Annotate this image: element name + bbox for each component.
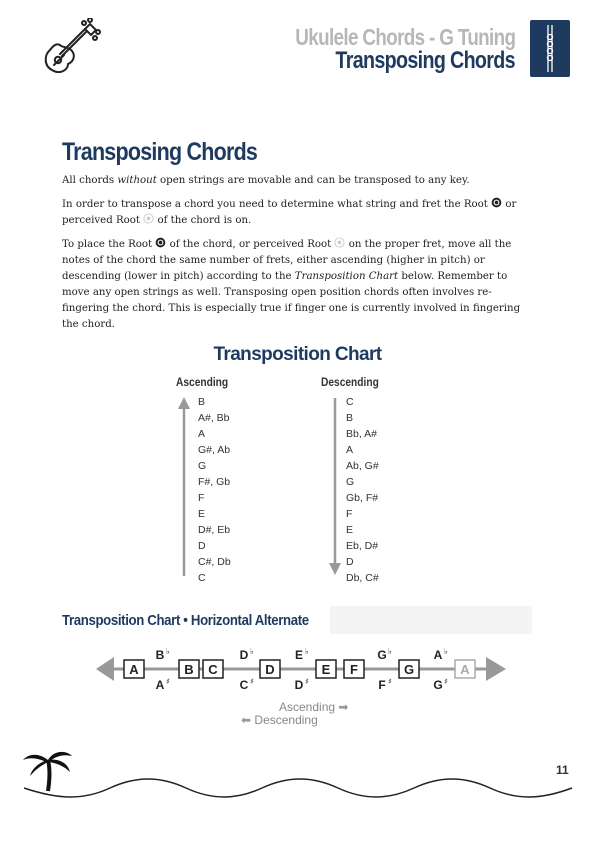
flat-symbol: ♭ — [166, 647, 170, 656]
descending-note-item: G — [346, 476, 355, 488]
p2-text-b: or — [505, 199, 517, 210]
perceived-root-icon — [334, 237, 345, 248]
p1-text-em: without — [117, 175, 157, 186]
note-label: A — [129, 662, 139, 677]
flat-note-label: G — [377, 648, 387, 662]
legend-descending — [241, 713, 318, 727]
page-number: 11 — [556, 763, 569, 777]
strings-icon — [530, 20, 570, 77]
descending-note-item: C — [346, 396, 354, 408]
section-title-background — [330, 606, 532, 634]
arrow-right-icon: ➡ — [338, 700, 349, 714]
p1-text-a: All chords — [62, 175, 118, 186]
ascending-note-item: G — [198, 460, 207, 472]
descending-note-item: Eb, D# — [346, 540, 379, 552]
p3-text-em: Transposition Chart — [294, 271, 399, 282]
perceived-root-icon — [143, 213, 154, 224]
descending-note-item: F — [346, 508, 353, 520]
p1-text-b: open strings are movable and can be transposed to any key. — [156, 175, 470, 186]
note-label: G — [403, 662, 415, 677]
ascending-note-list — [198, 394, 231, 586]
ascending-arrow-icon — [177, 396, 191, 578]
ascending-note-item: F#, Gb — [198, 476, 231, 488]
ascending-heading: Ascending — [176, 375, 229, 389]
palm-tree-icon — [20, 748, 580, 808]
chart-title: Transposition Chart — [213, 344, 382, 365]
ascending-note-item: F — [198, 492, 205, 504]
legend-ascending — [279, 700, 348, 714]
sharp-note-label: G — [433, 678, 443, 692]
header-title: Ukulele Chords - G Tuning — [294, 24, 515, 50]
ukulele-icon — [40, 18, 102, 80]
flat-symbol: ♭ — [388, 647, 392, 656]
note-label: F — [350, 662, 358, 677]
p3-text-d: below. Remember to move any open strings as well. Transposing open position chords often involves re-fingering the chord. This is especially true if finger one is currently involved in fingering the chord. — [62, 271, 521, 330]
note-label: C — [208, 662, 218, 677]
arrow-left-icon — [96, 657, 114, 681]
p2-text-c: perceived Root — [62, 215, 140, 226]
legend-descending-label: Descending — [254, 713, 318, 727]
note-label: E — [321, 662, 331, 677]
arrow-right-icon — [486, 657, 506, 681]
legend-ascending-label: Ascending — [279, 700, 336, 714]
descending-arrow-icon — [328, 398, 342, 578]
header-tab — [530, 20, 570, 77]
ascending-note-item: C#, Db — [198, 556, 231, 568]
flat-note-label: A — [433, 648, 443, 662]
sharp-note-label: D — [294, 678, 304, 692]
descending-note-item: D — [346, 556, 354, 568]
descending-note-item: A — [346, 444, 354, 456]
descending-heading: Descending — [321, 375, 379, 389]
sharp-note-label: A — [155, 678, 165, 692]
p3-text-c: on the proper fret, move all the notes of the chord the same number of frets, either ascending (higher in pitch) or descending (lower in pitch) according to the — [62, 239, 512, 282]
sharp-symbol: ♯ — [166, 677, 170, 686]
ascending-note-item: D#, Eb — [198, 524, 231, 536]
sharp-note-label: F — [378, 678, 386, 692]
sharp-symbol: ♯ — [388, 677, 392, 686]
page-title: Transposing Chords — [62, 138, 258, 166]
descending-note-item: B — [346, 412, 354, 424]
ascending-note-item: C — [198, 572, 206, 584]
descending-note-item: Gb, F# — [346, 492, 379, 504]
flat-note-label: E — [294, 648, 304, 662]
flat-symbol: ♭ — [305, 647, 309, 656]
descending-note-item: Bb, A# — [346, 428, 377, 440]
paragraph-determine — [62, 197, 532, 229]
descending-note-item: E — [346, 524, 354, 536]
note-label: A — [460, 662, 470, 677]
flat-symbol: ♭ — [250, 647, 254, 656]
descending-note-list — [346, 394, 379, 586]
note-label: D — [265, 662, 275, 677]
p3-text-a: To place the Root — [62, 239, 153, 250]
sharp-symbol: ♯ — [305, 677, 309, 686]
root-icon — [491, 197, 502, 208]
descending-note-item: Ab, G# — [346, 460, 379, 472]
header-subtitle: Transposing Chords — [335, 47, 515, 74]
paragraph-movable — [62, 173, 532, 189]
ascending-note-item: G#, Ab — [198, 444, 231, 456]
horizontal-chart-title: Transposition Chart • Horizontal Alternate — [62, 612, 309, 629]
sharp-symbol: ♯ — [444, 677, 448, 686]
flat-symbol: ♭ — [444, 647, 448, 656]
horizontal-transposition-chart — [0, 640, 595, 700]
ascending-note-item: E — [198, 508, 206, 520]
p2-text-d: of the chord is on. — [157, 215, 252, 226]
p3-text-b: of the chord, or perceived Root — [169, 239, 332, 250]
ascending-note-item: B — [198, 396, 206, 408]
descending-note-item: Db, C# — [346, 572, 379, 584]
sharp-symbol: ♯ — [250, 677, 254, 686]
flat-note-label: B — [155, 648, 165, 662]
ascending-note-item: D — [198, 540, 206, 552]
note-label: B — [184, 662, 194, 677]
sharp-note-label: C — [239, 678, 249, 692]
ascending-note-item: A#, Bb — [198, 412, 230, 424]
arrow-left-icon: ⬅ — [241, 713, 252, 727]
root-icon — [155, 237, 166, 248]
paragraph-place — [62, 237, 532, 333]
flat-note-label: D — [239, 648, 249, 662]
ascending-note-item: A — [198, 428, 206, 440]
p2-text-a: In order to transpose a chord you need to determine what string and fret the Root — [62, 199, 488, 210]
